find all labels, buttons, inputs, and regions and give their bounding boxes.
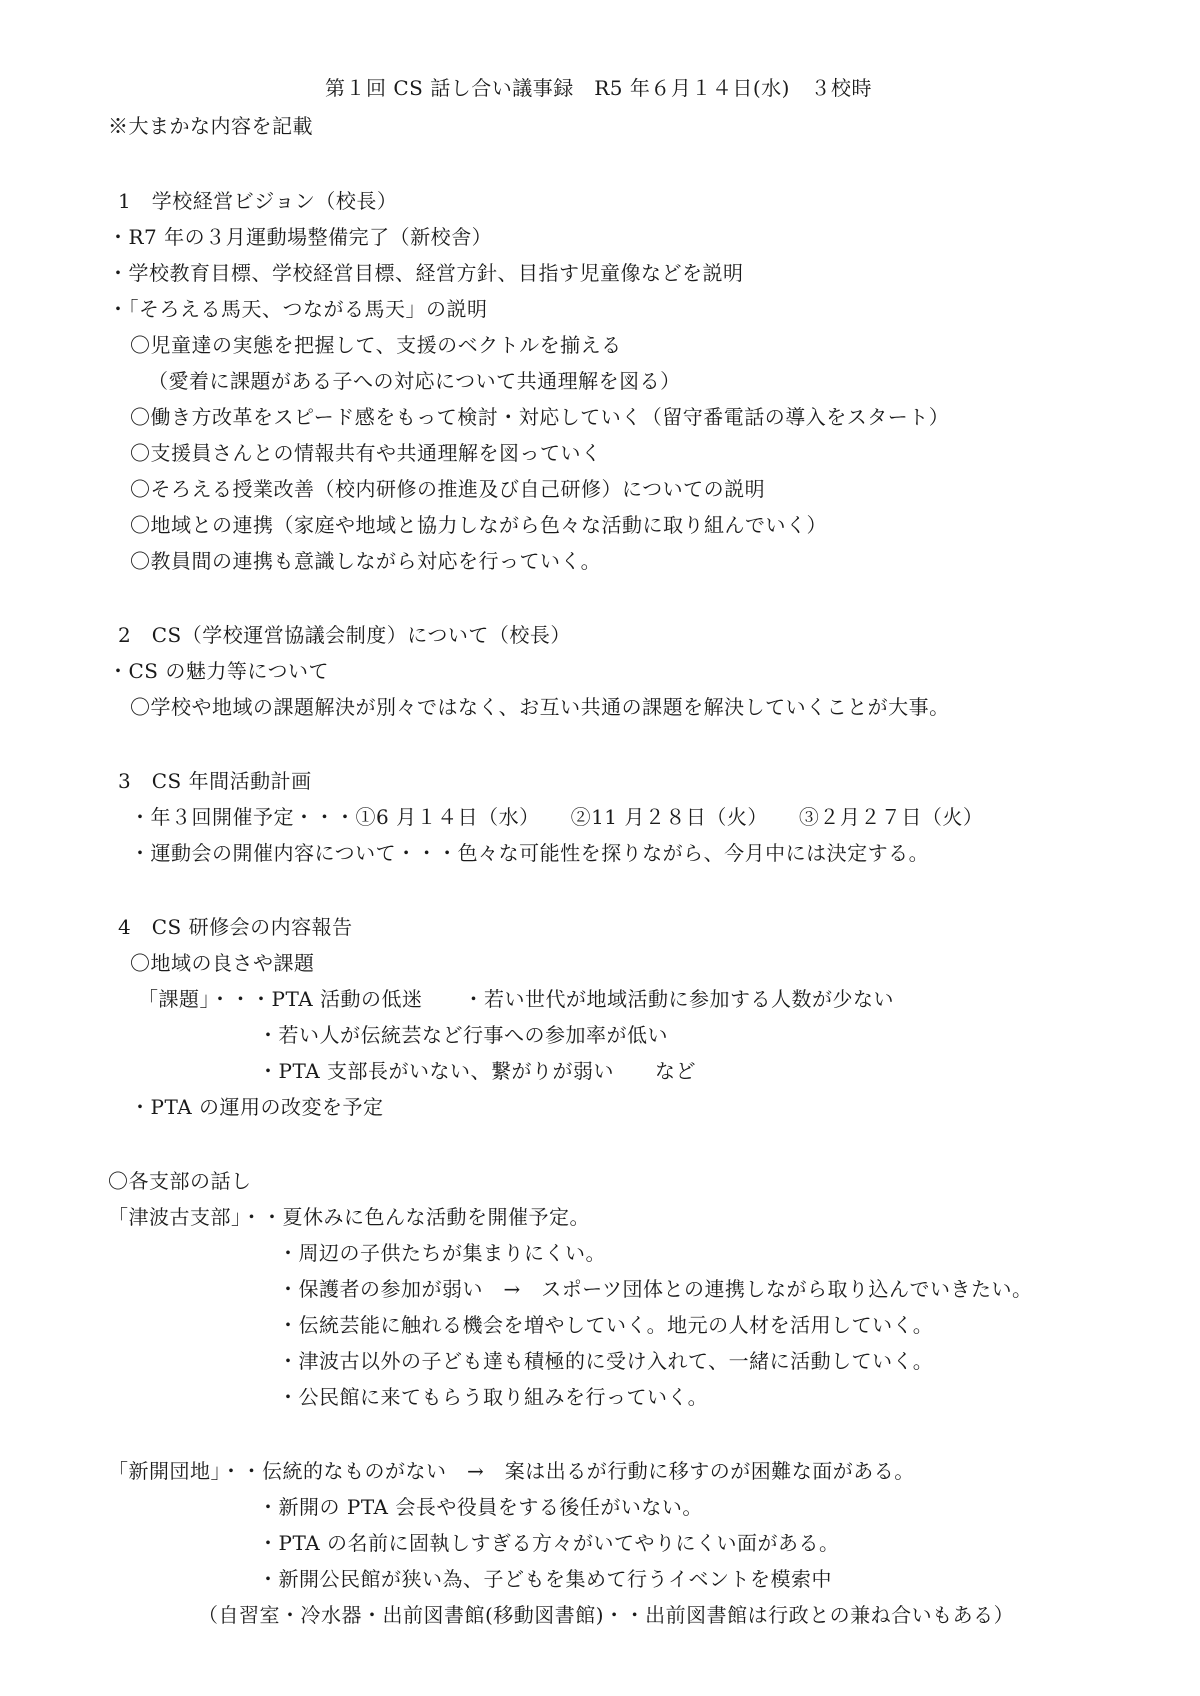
section1-heading: 1 学校経営ビジョン（校長）: [118, 189, 398, 213]
tsuhako-line: ・津波古以外の子ども達も積極的に受け入れて、一緒に活動していく。: [278, 1349, 934, 1373]
section1-line: 〇支援員さんとの情報共有や共通理解を図っていく: [130, 441, 602, 465]
section1-line: ・学校教育目標、学校経営目標、経営方針、目指す児童像などを説明: [108, 261, 744, 285]
section4-line: ・PTA 支部長がいない、繋がりが弱い など: [258, 1059, 697, 1083]
section1-line: 〇教員間の連携も意識しながら対応を行っていく。: [130, 549, 602, 573]
section1-line: 〇児童達の実態を把握して、支援のベクトルを揃える: [130, 333, 622, 357]
tsuhako-line: ・公民館に来てもらう取り組みを行っていく。: [278, 1385, 709, 1409]
section1-line: 〇そろえる授業改善（校内研修の推進及び自己研修）についての説明: [130, 477, 766, 501]
shinkai-line: （自習室・冷水器・出前図書館(移動図書館)・・出前図書館は行政との兼ね合いもある）: [198, 1603, 1015, 1627]
section1-line: （愛着に課題がある子への対応について共通理解を図る）: [148, 369, 681, 393]
section4-line: ・若い人が伝統芸など行事への参加率が低い: [258, 1023, 668, 1047]
section1-line: 〇働き方改革をスピード感をもって検討・対応していく（留守番電話の導入をスタート）: [130, 405, 950, 429]
section3-line: ・運動会の開催内容について・・・色々な可能性を探りながら、今月中には決定する。: [130, 841, 930, 865]
section2-heading: 2 CS（学校運営協議会制度）について（校長）: [118, 623, 571, 647]
section4-line: 「課題」・・・PTA 活動の低迷 ・若い世代が地域活動に参加する人数が少ない: [138, 987, 895, 1011]
section3-heading: 3 CS 年間活動計画: [118, 769, 312, 793]
tsuhako-line: 「津波古支部」・・夏休みに色んな活動を開催予定。: [108, 1205, 590, 1229]
tsuhako-line: ・保護者の参加が弱い → スポーツ団体との連携しながら取り込んでいきたい。: [278, 1277, 1033, 1301]
section2-line: 〇学校や地域の課題解決が別々ではなく、お互い共通の課題を解決していくことが大事。: [130, 695, 950, 719]
note-line: ※大まかな内容を記載: [108, 114, 313, 138]
section1-line: ・R7 年の３月運動場整備完了（新校舎）: [108, 225, 493, 249]
section1-line: 〇地域との連携（家庭や地域と協力しながら色々な活動に取り組んでいく）: [130, 513, 827, 537]
section2-line: ・CS の魅力等について: [108, 659, 329, 683]
tsuhako-line: ・周辺の子供たちが集まりにくい。: [278, 1241, 606, 1265]
document-title: 第１回 CS 話し合い議事録 R5 年６月１４日(水) ３校時: [325, 76, 872, 100]
shinkai-line: ・新開公民館が狭い為、子どもを集めて行うイベントを模索中: [258, 1567, 832, 1591]
shinkai-line: ・PTA の名前に固執しすぎる方々がいてやりにくい面がある。: [258, 1531, 840, 1555]
section4-line: 〇地域の良さや課題: [130, 951, 315, 975]
shinkai-line: ・新開の PTA 会長や役員をする後任がいない。: [258, 1495, 703, 1519]
section4-line: ・PTA の運用の改変を予定: [130, 1095, 384, 1119]
tsuhako-line: ・伝統芸能に触れる機会を増やしていく。地元の人材を活用していく。: [278, 1313, 934, 1337]
section4-heading: 4 CS 研修会の内容報告: [118, 915, 353, 939]
section3-line: ・年３回開催予定・・・①6 月１４日（水） ②11 月２８日（火） ③２月２７日（火）: [130, 805, 984, 829]
branches-heading: 〇各支部の話し: [108, 1169, 252, 1193]
shinkai-line: 「新開団地」・・伝統的なものがない → 案は出るが行動に移すのが困難な面がある。: [108, 1459, 915, 1483]
section1-line: ・「そろえる馬天、つながる馬天」の説明: [108, 297, 488, 321]
